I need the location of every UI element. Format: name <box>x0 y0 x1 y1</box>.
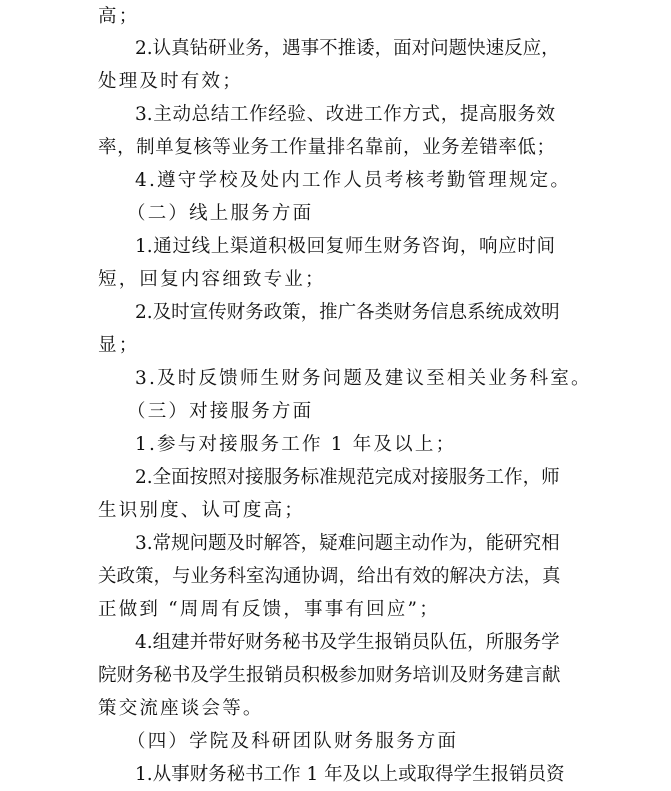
text-line: 率，制单复核等业务工作量排名靠前，业务差错率低； <box>98 137 555 158</box>
section-heading: （三）对接服务方面 <box>127 401 314 422</box>
text-line: 关政策，与业务科室沟通协调，给出有效的解决方法，真 <box>98 566 561 587</box>
section-heading: （二）线上服务方面 <box>127 203 314 224</box>
text-line: 1.通过线上渠道积极回复师生财务咨询，响应时间 <box>135 236 555 257</box>
text-line: 4.遵守学校及处内工作人员考核考勤管理规定。 <box>135 170 572 191</box>
section-heading: （四）学院及科研团队财务服务方面 <box>127 731 459 752</box>
text-line: 2.全面按照对接服务标准规范完成对接服务工作，师 <box>135 467 560 488</box>
text-line: 3.常规问题及时解答，疑难问题主动作为，能研究相 <box>135 533 560 554</box>
text-line: 1.参与对接服务工作 1 年及以上； <box>135 434 457 455</box>
text-line: 院财务秘书及学生报销员积极参加财务培训及财务建言献 <box>98 665 561 686</box>
text-line: 高； <box>98 6 140 27</box>
text-line: 2.及时宣传财务政策，推广各类财务信息系统成效明 <box>135 302 560 323</box>
text-line: 2.认真钻研业务，遇事不推诿，面对问题快速反应， <box>135 38 560 59</box>
text-line: 策交流座谈会等。 <box>98 698 264 719</box>
text-line: 生识别度、认可度高； <box>98 500 306 521</box>
text-line: 正做到 “周周有反馈，事事有回应”； <box>98 599 440 620</box>
text-line: 4.组建并带好财务秘书及学生报销员队伍，所服务学 <box>135 632 560 653</box>
text-line: 1.从事财务秘书工作 1 年及以上或取得学生报销员资 <box>135 764 565 785</box>
text-line: 短，回复内容细致专业； <box>98 269 326 290</box>
text-line: 3.及时反馈师生财务问题及建议至相关业务科室。 <box>135 368 592 389</box>
text-line: 3.主动总结工作经验、改进工作方式，提高服务效 <box>135 104 555 125</box>
text-line: 显； <box>98 335 140 356</box>
text-line: 处理及时有效； <box>98 71 243 92</box>
